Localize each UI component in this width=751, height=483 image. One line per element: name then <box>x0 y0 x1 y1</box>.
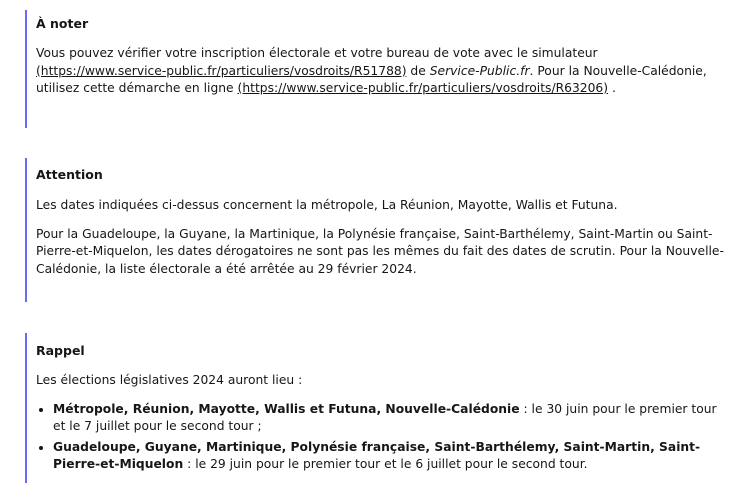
note-text-part2: de <box>406 63 430 78</box>
rappel-intro: Les élections législatives 2024 auront lieu : <box>36 373 303 387</box>
nouvelle-caledonie-link[interactable]: (https://www.service-public.fr/particuliers/vosdroits/R63206) <box>237 81 609 95</box>
note-text <box>36 45 726 98</box>
rappel-list <box>36 401 726 474</box>
note-callout <box>25 10 726 128</box>
service-public-name: Service-Public.fr <box>429 63 530 78</box>
note-text-part4: . <box>608 81 616 95</box>
attention-callout <box>25 158 726 302</box>
attention-title: Attention <box>36 167 103 182</box>
rappel-item-1-regions: Métropole, Réunion, Mayotte, Wallis et Futuna, Nouvelle-Calédonie <box>53 401 520 416</box>
rappel-title: Rappel <box>36 343 85 358</box>
note-title: À noter <box>36 16 89 31</box>
rappel-item-2-dates: : le 29 juin pour le premier tour et le 6 juillet pour le second tour. <box>183 457 588 471</box>
list-item <box>53 401 726 436</box>
attention-para-2: Pour la Guadeloupe, la Guyane, la Martinique, la Polynésie française, Saint-Barthélemy, Saint-Martin ou Saint-Pierre-et-Miquelon, les dates dérogatoires ne sont pas les mêmes du fait des dates de scrutin. Pour la Nouvelle-Calédonie, la liste électorale a été arrêtée au 29 février 2024. <box>36 226 724 276</box>
note-text-part3: . Pour la Nouvelle-Calédonie, utilisez cette démarche en ligne <box>36 63 707 95</box>
rappel-callout <box>25 333 726 483</box>
list-item <box>53 439 726 474</box>
rappel-item-1-dates: : le 30 juin pour le premier tour et le 7 juillet pour le second tour ; <box>53 401 717 433</box>
attention-para-1: Les dates indiquées ci-dessus concernent la métropole, La Réunion, Mayotte, Wallis et Futuna. <box>36 198 618 212</box>
note-text-part1: Vous pouvez vérifier votre inscription électorale et votre bureau de vote avec le simulateur <box>36 46 598 60</box>
rappel-item-2-regions: Guadeloupe, Guyane, Martinique, Polynésie française, Saint-Barthélemy, Saint-Martin, Saint-Pierre-et-Miquelon <box>53 439 701 471</box>
simulator-link[interactable]: (https://www.service-public.fr/particuliers/vosdroits/R51788) <box>36 63 407 78</box>
